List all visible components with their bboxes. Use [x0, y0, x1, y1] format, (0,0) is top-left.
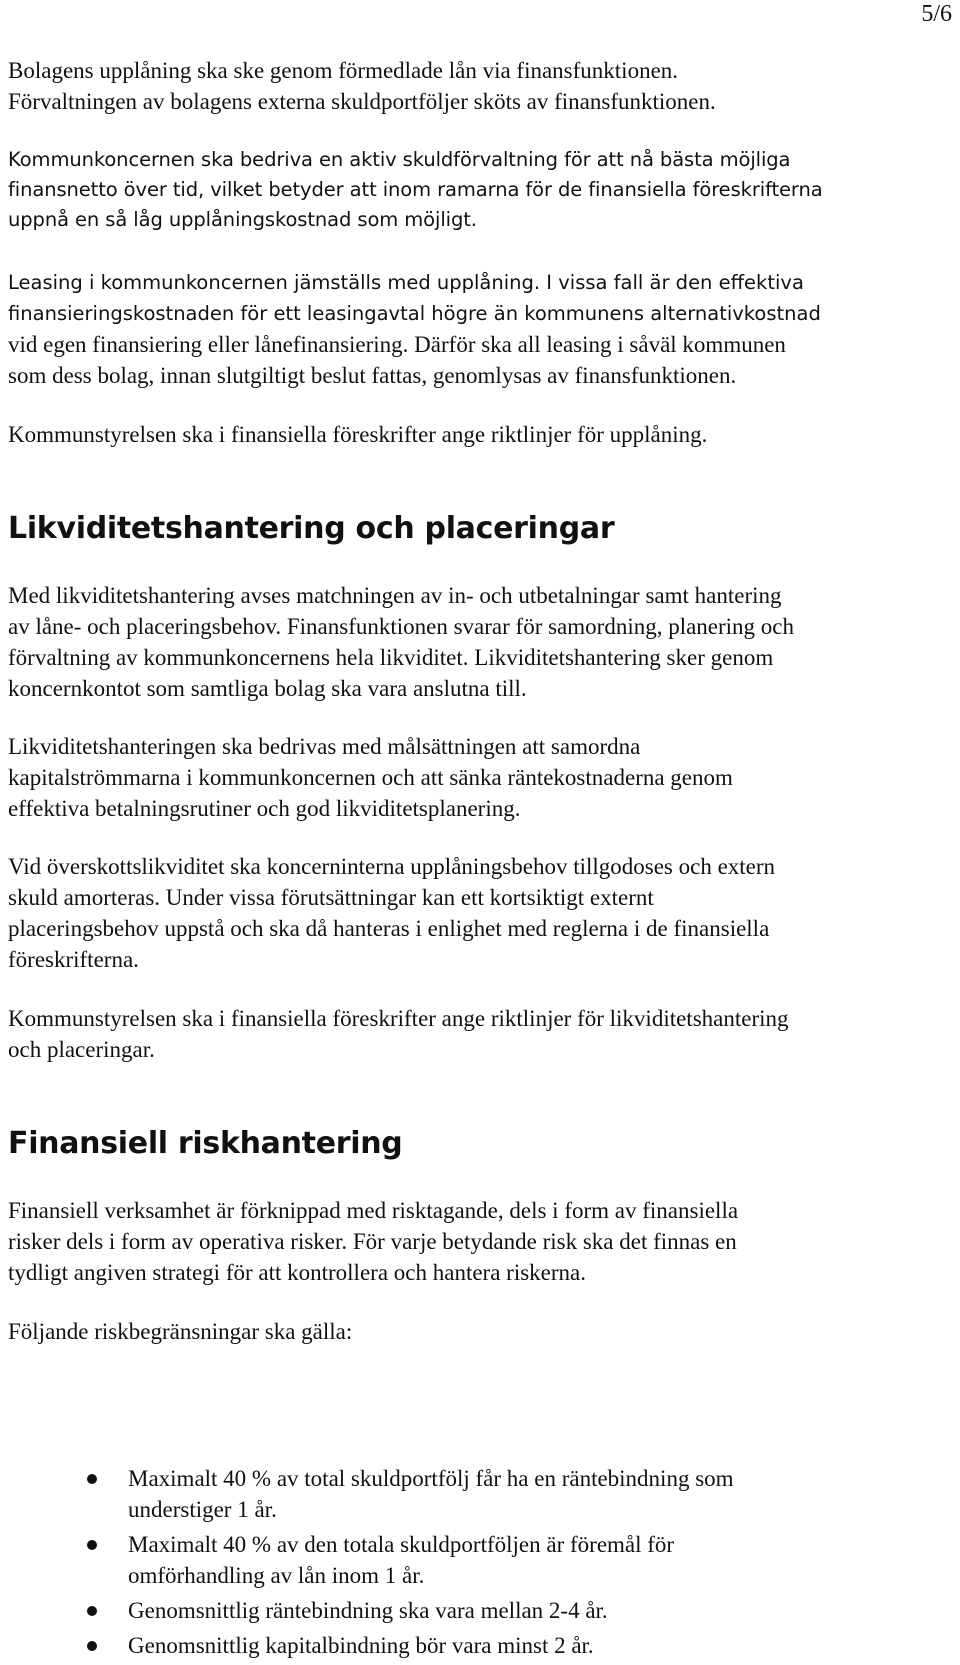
paragraph-liquidity-goal — [8, 731, 948, 824]
list-item — [0, 1529, 734, 1591]
text-line: Likviditetshanteringen ska bedrivas med målsättningen att samordna — [8, 734, 641, 759]
paragraph-risk-intro — [8, 1195, 948, 1288]
risk-limits-list — [0, 1463, 734, 1665]
paragraph-liquidity-definition — [8, 580, 948, 704]
text-line: tydligt angiven strategi för att kontrollera och hantera riskerna. — [8, 1260, 586, 1285]
text-line: uppnå en så låg upplåningskostnad som möjligt. — [8, 208, 477, 231]
heading-risk: Finansiell riskhantering — [8, 1126, 403, 1161]
text-line: Med likviditetshantering avses matchningen av in- och utbetalningar samt hantering — [8, 583, 782, 608]
list-item — [0, 1463, 734, 1525]
text-line: Vid överskottslikviditet ska koncerninterna upplåningsbehov tillgodoses och extern — [8, 854, 776, 879]
bullet-icon — [87, 1606, 97, 1616]
text-line: risker dels i form av operativa risker. För varje betydande risk ska det finnas en — [8, 1229, 737, 1254]
text-line: Följande riskbegränsningar ska gälla: — [8, 1319, 353, 1344]
paragraph-liquidity-guidelines — [8, 1003, 948, 1065]
text-line — [8, 267, 948, 298]
text-line: Genomsnittlig kapitalbindning bör vara minst 2 år. — [128, 1633, 594, 1658]
paragraph-borrowing-intro — [8, 55, 948, 117]
bullet-icon — [87, 1474, 97, 1484]
paragraph-surplus-liquidity — [8, 851, 948, 975]
text-line: som dess bolag, innan slutgiltigt beslut fattas, genomlysas av finansfunktionen. — [8, 363, 737, 388]
text-line: föreskrifterna. — [8, 947, 139, 972]
text-line: Förvaltningen av bolagens externa skuldportföljer sköts av finansfunktionen. — [8, 89, 716, 114]
text-line: skuld amorteras. Under vissa förutsättningar kan ett kortsiktigt externt — [8, 885, 654, 910]
text-line: och placeringar. — [8, 1037, 155, 1062]
text-line: vid egen finansiering eller lånefinansiering. Därför ska all leasing i såväl kommunen — [8, 332, 786, 357]
paragraph-debt-management — [8, 145, 948, 235]
text-line: Kommunkoncernen ska bedriva en aktiv skuldförvaltning för att nå bästa möjliga — [8, 148, 791, 171]
bullet-icon — [87, 1540, 97, 1550]
text-line: effektiva betalningsrutiner och god likviditetsplanering. — [8, 796, 521, 821]
heading-liquidity: Likviditetshantering och placeringar — [8, 511, 615, 546]
text-line: Kommunstyrelsen ska i finansiella föreskrifter ange riktlinjer för likviditetshantering — [8, 1006, 789, 1031]
bullet-icon — [87, 1641, 97, 1651]
text-line: placeringsbehov uppstå och ska då hanteras i enlighet med reglerna i de finansiella — [8, 916, 770, 941]
text-line: kapitalströmmarna i kommunkoncernen och att sänka räntekostnaderna genom — [8, 765, 733, 790]
text-line: finansnetto över tid, vilket betyder att inom ramarna för de finansiella föreskrifterna — [8, 178, 823, 201]
text-line: Finansiell verksamhet är förknippad med risktagande, dels i form av finansiella — [8, 1198, 739, 1223]
text-line: koncernkontot som samtliga bolag ska vara anslutna till. — [8, 676, 527, 701]
text-line: Maximalt 40 % av den totala skuldportföljen är föremål för — [128, 1532, 675, 1557]
text-line: omförhandling av lån inom 1 år. — [128, 1563, 425, 1588]
text-line: av låne- och placeringsbehov. Finansfunktionen svarar för samordning, planering och — [8, 614, 795, 639]
page-number: 5/6 — [921, 1, 952, 27]
text-line: finansieringskostnaden för ett leasingavtal högre än kommunens alternativkostnad — [8, 302, 821, 325]
paragraph-borrowing-guidelines — [8, 419, 948, 450]
text-line: understiger 1 år. — [128, 1497, 277, 1522]
text-line: Maximalt 40 % av total skuldportfölj får ha en räntebindning som — [128, 1466, 734, 1491]
text-line: Kommunstyrelsen ska i finansiella föreskrifter ange riktlinjer för upplåning. — [8, 422, 708, 447]
list-item — [0, 1595, 734, 1626]
text-line: Bolagens upplåning ska ske genom förmedlade lån via finansfunktionen. — [8, 58, 679, 83]
paragraph-leasing — [8, 267, 948, 391]
text-line: Genomsnittlig räntebindning ska vara mellan 2-4 år. — [128, 1598, 608, 1623]
paragraph-risk-limits-intro — [8, 1316, 948, 1347]
list-item — [0, 1630, 734, 1661]
text-fragment: Leasing i kommunkoncernen jämställs med upplåning. I vissa fall är den effektiva — [8, 271, 804, 294]
text-line: förvaltning av kommunkoncernens hela likviditet. Likviditetshantering sker genom — [8, 645, 774, 670]
